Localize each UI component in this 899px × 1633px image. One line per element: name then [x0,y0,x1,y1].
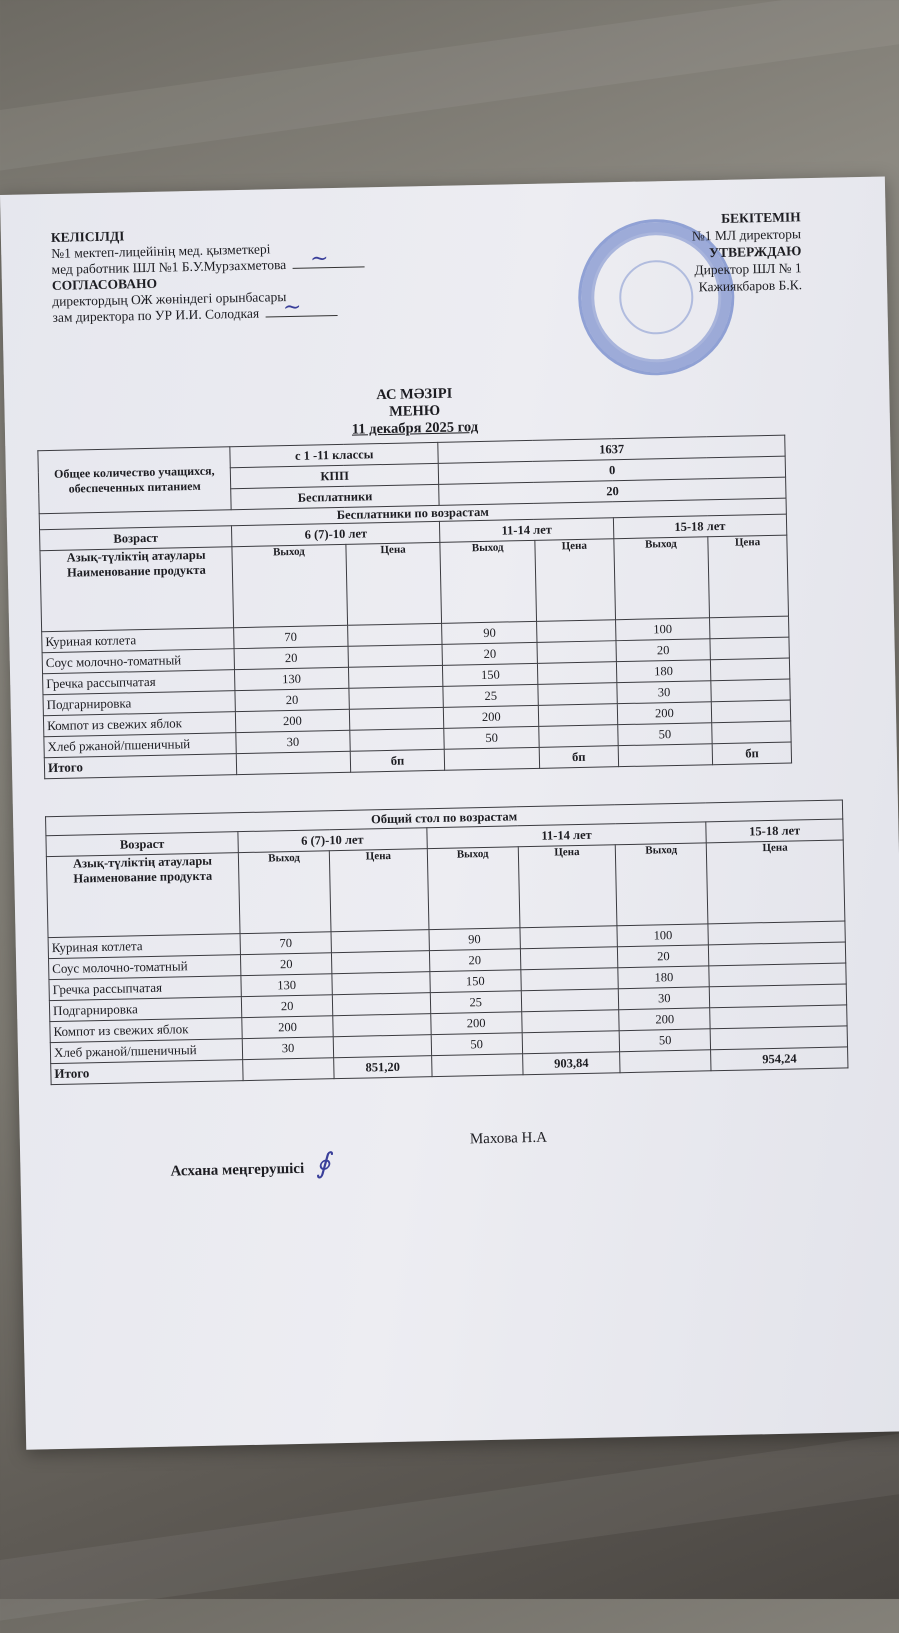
output-value: 30 [242,1037,334,1060]
total-output [243,1058,335,1081]
output-value: 180 [616,660,711,683]
floor-streak [0,0,899,183]
med-line-kz: №1 мектеп-лицейінің мед. қызметкері [51,241,271,261]
total-price: бп [350,749,445,772]
output-value: 20 [616,639,711,662]
total-label: Итого [51,1060,243,1085]
output-header: Выход [232,544,347,627]
product-name: Компот из свежих яблок [50,1018,242,1043]
output-value: 70 [240,932,332,955]
product-label-kz: Азық-түліктің атаулары [66,547,206,565]
output-value: 90 [442,621,537,644]
output-value: 50 [617,723,712,746]
table-title: Общий стол по возрастам [46,800,843,836]
product-label-ru: Наименование продукта [73,868,213,886]
price-value [349,728,444,751]
price-value [710,984,847,1008]
output-value: 20 [235,688,349,711]
output-value: 100 [615,618,710,641]
total-output [431,1054,523,1077]
title-ru: МЕНЮ [388,402,441,420]
price-value [348,665,443,688]
product-label-kz: Азық-түліктің атаулары [72,853,213,871]
age-group: 6 (7)-10 лет [238,828,427,853]
product-name: Соус молочно-томатный [49,955,241,980]
age-label: Возраст [46,832,238,857]
output-value: 30 [617,681,712,704]
signature-mark: ∮ [315,1148,331,1180]
price-value [333,993,431,1016]
price-value [537,620,616,643]
med-worker-name: мед работник ШЛ №1 Б.У.Мурзахметова [51,257,287,277]
output-value: 20 [234,646,348,669]
director-title-ru: Директор ШЛ № 1 [694,260,802,278]
output-header: Выход [427,847,520,930]
agreed-ru: СОГЛАСОВАНО [51,275,158,293]
stamp-emblem [619,260,695,336]
approve-ru: УТВЕРЖДАЮ [708,243,802,261]
output-header: Выход [238,851,331,934]
price-header: Цена [535,539,615,622]
age-label: Возраст [40,526,232,551]
summary-row-value: 20 [439,477,786,505]
output-value: 180 [618,966,710,989]
output-value: 25 [443,684,538,707]
price-value [333,1035,431,1058]
price-header: Цена [518,845,617,928]
total-output [236,751,350,774]
price-value [708,921,845,945]
price-value [522,1031,620,1054]
agreement-block [51,223,366,326]
summary-row-label: Бесплатники [231,484,440,509]
product-name: Куриная котлета [42,628,234,653]
summary-row-value: 0 [439,456,786,484]
output-value: 20 [429,949,521,972]
price-value [538,704,617,727]
output-value: 200 [619,1008,711,1031]
output-value: 200 [617,702,712,725]
product-name: Подгарнировка [43,691,235,716]
title-kz: АС МӘЗІРІ [376,385,453,404]
price-header: Цена [708,535,788,618]
deputy-name: зам директора по УР И.И. Солодкая [52,305,260,325]
output-value: 20 [241,995,333,1018]
price-value [349,707,444,730]
table-title: Бесплатники по возрастам [39,498,786,530]
summary-label: Общее количество учащихся, обеспеченных питанием [38,447,231,514]
price-value [348,644,443,667]
product-header [40,547,234,632]
total-output [618,744,713,767]
output-header: Выход [614,537,710,620]
total-label: Итого [44,754,236,779]
free-meals-table [37,435,792,780]
output-value: 20 [442,642,537,665]
output-value: 200 [235,709,349,732]
output-value: 130 [241,974,333,997]
output-header: Выход [440,540,536,623]
price-value [347,623,442,646]
price-value [710,637,789,660]
output-value: 200 [444,705,539,728]
output-value: 70 [234,625,348,648]
deputy-line-kz: директордың ОЖ жөніндегі орынбасары [52,289,287,309]
total-price: бп [712,742,791,765]
price-value [710,616,789,639]
summary-row-label: КПП [230,463,439,488]
product-name: Подгарнировка [49,997,241,1022]
signature-footer [170,1129,548,1183]
summary-row-label: с 1 -11 классы [230,442,439,467]
output-value: 100 [617,924,709,947]
output-value: 90 [429,928,521,951]
price-value [537,662,616,685]
price-value [710,1005,847,1029]
price-value [521,968,619,991]
approve-kz: БЕКІТЕМІН [721,209,801,226]
price-value [520,947,618,970]
director-title-kz: №1 МЛ директоры [691,226,802,244]
price-value [711,1026,848,1050]
total-price: 903,84 [522,1052,620,1075]
general-rows [48,921,847,1064]
price-value [331,930,429,953]
output-value: 150 [443,663,538,686]
price-value [520,926,618,949]
output-value: 200 [242,1016,334,1039]
price-value [711,658,790,681]
output-value: 20 [240,953,332,976]
total-output [620,1050,712,1073]
summary-row-value: 1637 [438,435,785,463]
price-value [332,972,430,995]
age-group: 11-14 лет [426,822,706,849]
price-header: Цена [346,542,442,625]
product-name: Хлеб ржаной/пшеничный [50,1039,242,1064]
total-price: бп [539,746,618,769]
price-value [522,1010,620,1033]
price-value [711,700,790,723]
price-value [349,686,444,709]
product-label-ru: Наименование продукта [66,562,206,580]
price-value [539,725,618,748]
agreed-kz: КЕЛІСІЛДІ [50,228,125,245]
price-header: Цена [707,840,845,924]
output-value: 25 [430,991,522,1014]
product-header [46,853,240,938]
free-rows [42,616,791,758]
general-meals-table [45,799,848,1085]
signature-mark: ~ [282,294,302,321]
price-value [333,1014,431,1037]
total-price: 851,20 [334,1056,432,1079]
price-value [709,942,846,966]
price-value [709,963,846,987]
director-name: Кажиякбаров Б.К. [698,277,803,295]
price-value [538,683,617,706]
age-group: 6 (7)-10 лет [231,521,440,546]
price-value [521,989,619,1012]
product-name: Компот из свежих яблок [43,712,235,737]
product-name: Куриная котлета [48,934,240,959]
output-header: Выход [615,843,708,926]
product-name: Соус молочно-томатный [42,649,234,674]
output-value: 30 [618,987,710,1010]
menu-document [0,176,899,1449]
output-value: 150 [429,970,521,993]
age-group: 15-18 лет [706,819,843,843]
price-header: Цена [330,849,429,932]
canteen-head-name: Махова Н.А [469,1129,548,1148]
age-group: 11-14 лет [440,518,614,543]
output-value: 130 [234,667,348,690]
total-price: 954,24 [711,1047,848,1071]
product-name: Хлеб ржаной/пшеничный [44,733,236,758]
output-value: 50 [444,726,539,749]
price-value [711,679,790,702]
signature-mark: ~ [309,246,329,272]
signature-line [292,246,364,272]
output-value: 20 [618,945,710,968]
output-value: 50 [431,1033,523,1056]
signature-line [265,294,337,321]
canteen-head-label: Асхана меңгерушісі [170,1160,305,1180]
price-value [537,641,616,664]
price-value [332,951,430,974]
approval-block [691,208,802,295]
output-value: 30 [236,730,350,753]
menu-date: 11 декабря 2025 год [351,419,479,438]
product-name: Гречка рассыпчатая [49,976,241,1001]
output-value: 200 [430,1012,522,1035]
age-group: 15-18 лет [613,514,787,539]
output-value: 50 [619,1029,711,1052]
product-name: Гречка рассыпчатая [43,670,235,695]
total-output [445,747,540,770]
price-value [712,721,791,744]
